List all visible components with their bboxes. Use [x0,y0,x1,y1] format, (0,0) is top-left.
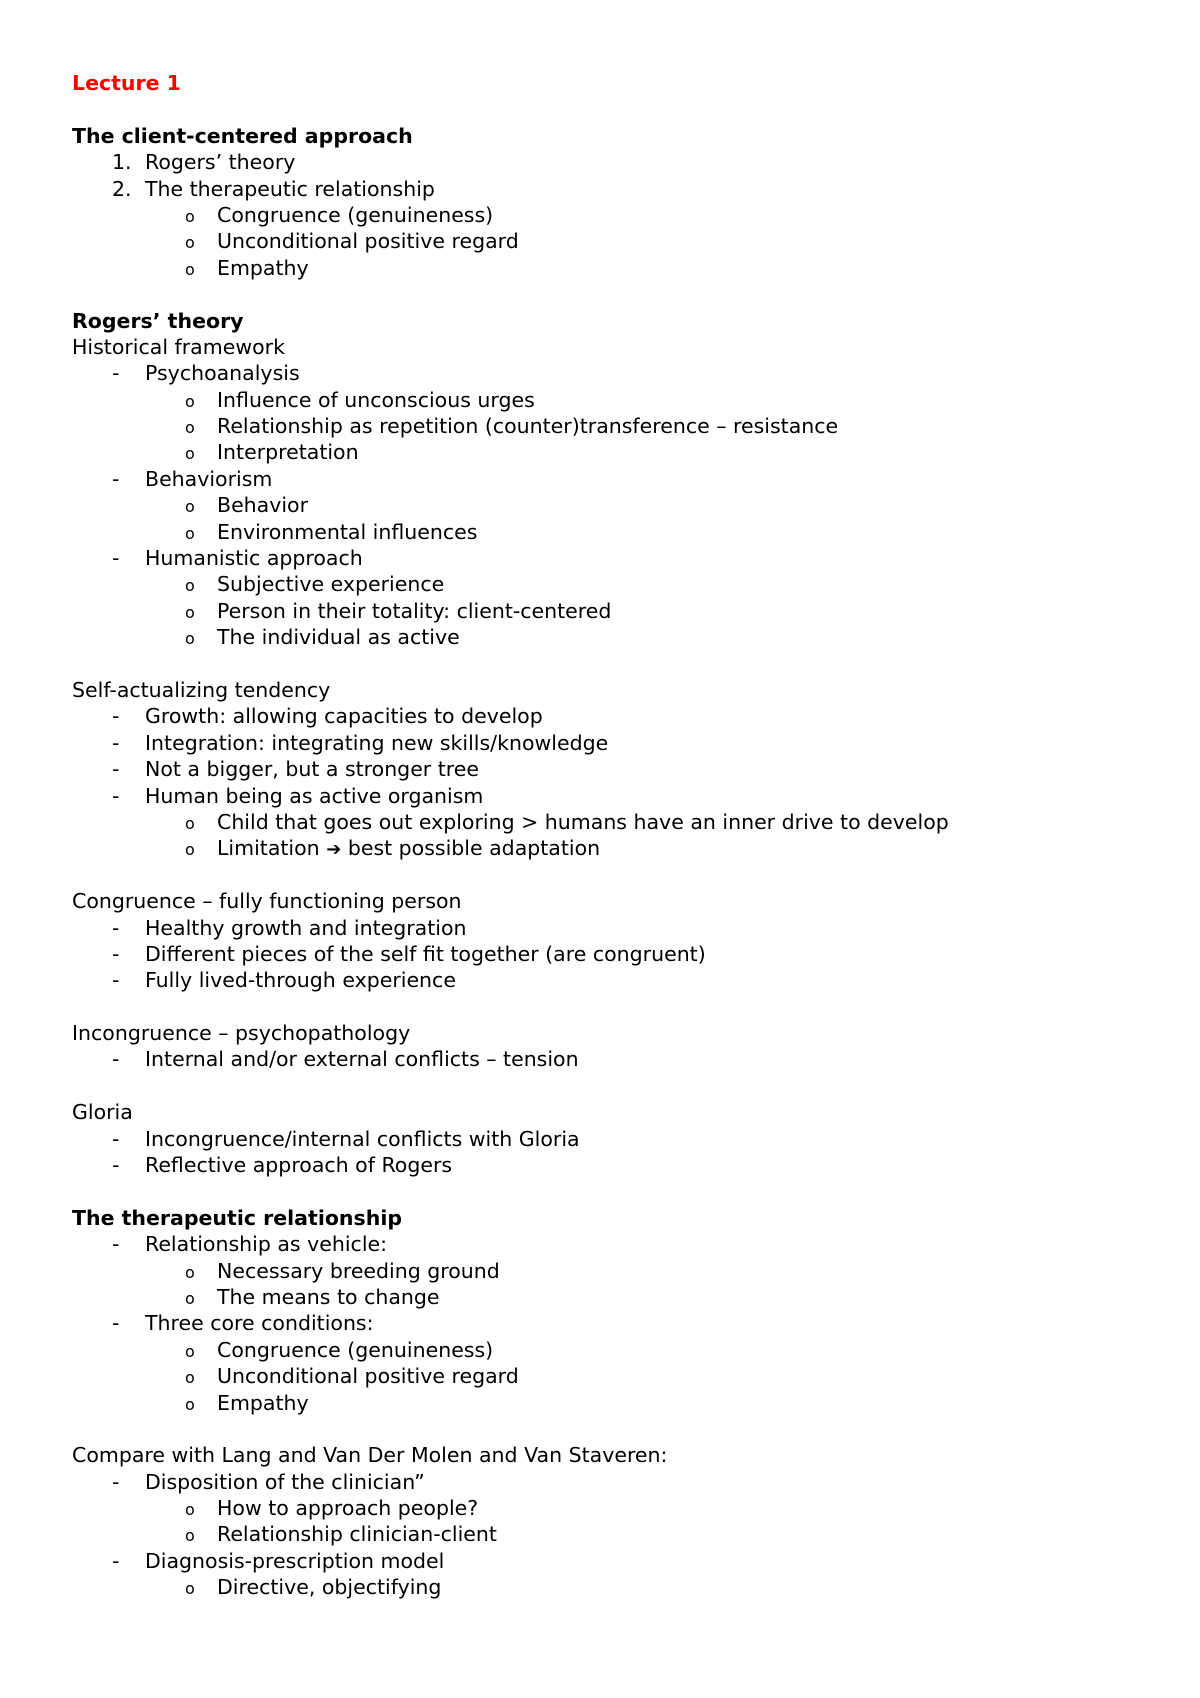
dash-marker: - [112,757,120,782]
sub-bullet-item [72,202,1152,228]
heading-text: Congruence – fully functioning person [72,889,462,914]
item-text: Human being as active organism [145,783,484,808]
bullet-marker: o [185,391,195,411]
dash-marker: - [112,783,120,808]
item-text: Psychoanalysis [145,361,300,386]
bullet-marker: o [185,1526,195,1546]
right-arrow-icon: ➔ [326,839,342,861]
item-text: Directive, objectifying [217,1575,442,1600]
item-text: Unconditional positive regard [217,229,519,254]
item-text: Different pieces of the self fit together (are congruent) [145,941,706,966]
bullet-marker: o [185,576,195,596]
number-marker: 2. [112,176,132,201]
item-text: Not a bigger, but a stronger tree [145,757,479,782]
sub-bullet-item [72,1363,1152,1389]
sub-bullet-item [72,413,1152,439]
section-heading-therapeutic-relationship [72,1205,1152,1231]
bullet-marker: o [185,602,195,622]
dash-marker: - [112,915,120,940]
item-text: Rogers’ theory [145,150,296,175]
dash-item [72,941,1152,967]
item-text: Unconditional positive regard [217,1364,519,1389]
section-heading-client-centered [72,123,1152,149]
sub-bullet-item [72,387,1152,413]
dash-item [72,1231,1152,1257]
bullet-marker: o [185,1394,195,1414]
dash-marker: - [112,361,120,386]
paragraph-line [72,334,1152,360]
dash-marker: - [112,1548,120,1573]
dash-item [72,967,1152,993]
bullet-marker: o [185,629,195,649]
section-heading-gloria [72,1099,1152,1125]
item-text: Disposition of the clinician” [145,1469,425,1494]
item-text: Humanistic approach [145,546,363,571]
bullet-marker: o [185,1368,195,1388]
dash-item [72,1126,1152,1152]
dash-item [72,360,1152,386]
dash-marker: - [112,1469,120,1494]
paragraph-text: Historical framework [72,334,285,359]
item-text: Incongruence/internal conflicts with Gloria [145,1126,580,1151]
section-heading-congruence [72,888,1152,914]
item-text: Influence of unconscious urges [217,387,535,412]
section-heading-compare [72,1442,1152,1468]
dash-item [72,1310,1152,1336]
item-text: Three core conditions: [145,1311,374,1336]
dash-item [72,545,1152,571]
item-text: Internal and/or external conflicts – tension [145,1047,579,1072]
sub-bullet-item [72,1258,1152,1284]
dash-item [72,466,1152,492]
bullet-marker: o [185,497,195,517]
dash-marker: - [112,466,120,491]
bullet-marker: o [185,1579,195,1599]
blank-line [72,1073,1152,1099]
heading-text: Rogers’ theory [72,308,244,333]
item-text: Behavior [217,493,309,518]
sub-bullet-item [72,571,1152,597]
bullet-marker: o [185,259,195,279]
dash-item [72,1046,1152,1072]
bullet-marker: o [185,206,195,226]
bullet-marker: o [185,1262,195,1282]
dash-item [72,915,1152,941]
number-marker: 1. [112,150,132,175]
item-text: Necessary breeding ground [217,1258,500,1283]
item-text: Congruence (genuineness) [217,202,494,227]
dash-item [72,1548,1152,1574]
item-text: Congruence (genuineness) [217,1337,494,1362]
dash-item [72,756,1152,782]
section-heading-incongruence [72,1020,1152,1046]
dash-item [72,703,1152,729]
heading-text: The client-centered approach [72,123,413,148]
dash-marker: - [112,1047,120,1072]
page-title [72,70,1152,96]
item-text: Healthy growth and integration [145,915,467,940]
blank-line [72,96,1152,122]
heading-text: Self-actualizing tendency [72,677,331,702]
dash-marker: - [112,968,120,993]
item-text: Integration: integrating new skills/knowledge [145,730,609,755]
bullet-marker: o [185,523,195,543]
item-text: Relationship as repetition (counter)transference – resistance [217,414,839,439]
sub-bullet-item [72,809,1152,835]
blank-line [72,862,1152,888]
bullet-marker: o [185,233,195,253]
item-text: Empathy [217,255,309,280]
item-text: How to approach people? [217,1496,479,1521]
heading-text: Compare with Lang and Van Der Molen and Van Staveren: [72,1443,668,1468]
sub-bullet-item [72,228,1152,254]
blank-line [72,651,1152,677]
item-text: Empathy [217,1390,309,1415]
sub-bullet-item [72,1390,1152,1416]
sub-bullet-item [72,1574,1152,1600]
item-text: best possible adaptation [347,836,601,861]
dash-marker: - [112,546,120,571]
item-text: Person in their totality: client-centered [217,598,612,623]
item-text: Fully lived-through experience [145,968,456,993]
dash-marker: - [112,1311,120,1336]
item-text: Relationship as vehicle: [145,1232,388,1257]
item-text: Behaviorism [145,466,273,491]
bullet-marker: o [185,840,195,860]
sub-bullet-item [72,1284,1152,1310]
item-text: Subjective experience [217,572,445,597]
item-text: Diagnosis-prescription model [145,1548,445,1573]
heading-text: Gloria [72,1100,133,1125]
item-text: The individual as active [217,625,460,650]
sub-bullet-item [72,492,1152,518]
dash-item [72,730,1152,756]
item-text: Limitation [217,836,320,861]
dash-marker: - [112,1153,120,1178]
heading-text: The therapeutic relationship [72,1205,403,1230]
page-title-text: Lecture 1 [72,71,181,95]
bullet-marker: o [185,418,195,438]
sub-bullet-item [72,835,1152,861]
dash-marker: - [112,941,120,966]
item-text: Growth: allowing capacities to develop [145,704,543,729]
sub-bullet-item [72,598,1152,624]
sub-bullet-item [72,1521,1152,1547]
dash-item [72,783,1152,809]
item-text: Child that goes out exploring > humans have an inner drive to develop [217,809,949,834]
sub-bullet-item [72,439,1152,465]
numbered-item [72,176,1152,202]
blank-line [72,1178,1152,1204]
dash-marker: - [112,1126,120,1151]
sub-bullet-item [72,1337,1152,1363]
item-text: Environmental influences [217,519,478,544]
bullet-marker: o [185,444,195,464]
dash-marker: - [112,704,120,729]
item-text: Relationship clinician-client [217,1522,497,1547]
heading-text: Incongruence – psychopathology [72,1021,411,1046]
bullet-marker: o [185,1341,195,1361]
dash-marker: - [112,1232,120,1257]
blank-line [72,281,1152,307]
numbered-item [72,149,1152,175]
section-heading-self-actualizing [72,677,1152,703]
bullet-marker: o [185,1288,195,1308]
item-text: The means to change [217,1284,440,1309]
item-text: Reflective approach of Rogers [145,1153,453,1178]
document-page [72,70,1152,1601]
blank-line [72,994,1152,1020]
bullet-marker: o [185,813,195,833]
item-text: Interpretation [217,440,359,465]
section-heading-rogers-theory [72,308,1152,334]
sub-bullet-item [72,519,1152,545]
dash-item [72,1469,1152,1495]
bullet-marker: o [185,1500,195,1520]
dash-marker: - [112,730,120,755]
blank-line [72,1416,1152,1442]
sub-bullet-item [72,255,1152,281]
dash-item [72,1152,1152,1178]
sub-bullet-item [72,1495,1152,1521]
item-text: The therapeutic relationship [145,176,435,201]
sub-bullet-item [72,624,1152,650]
